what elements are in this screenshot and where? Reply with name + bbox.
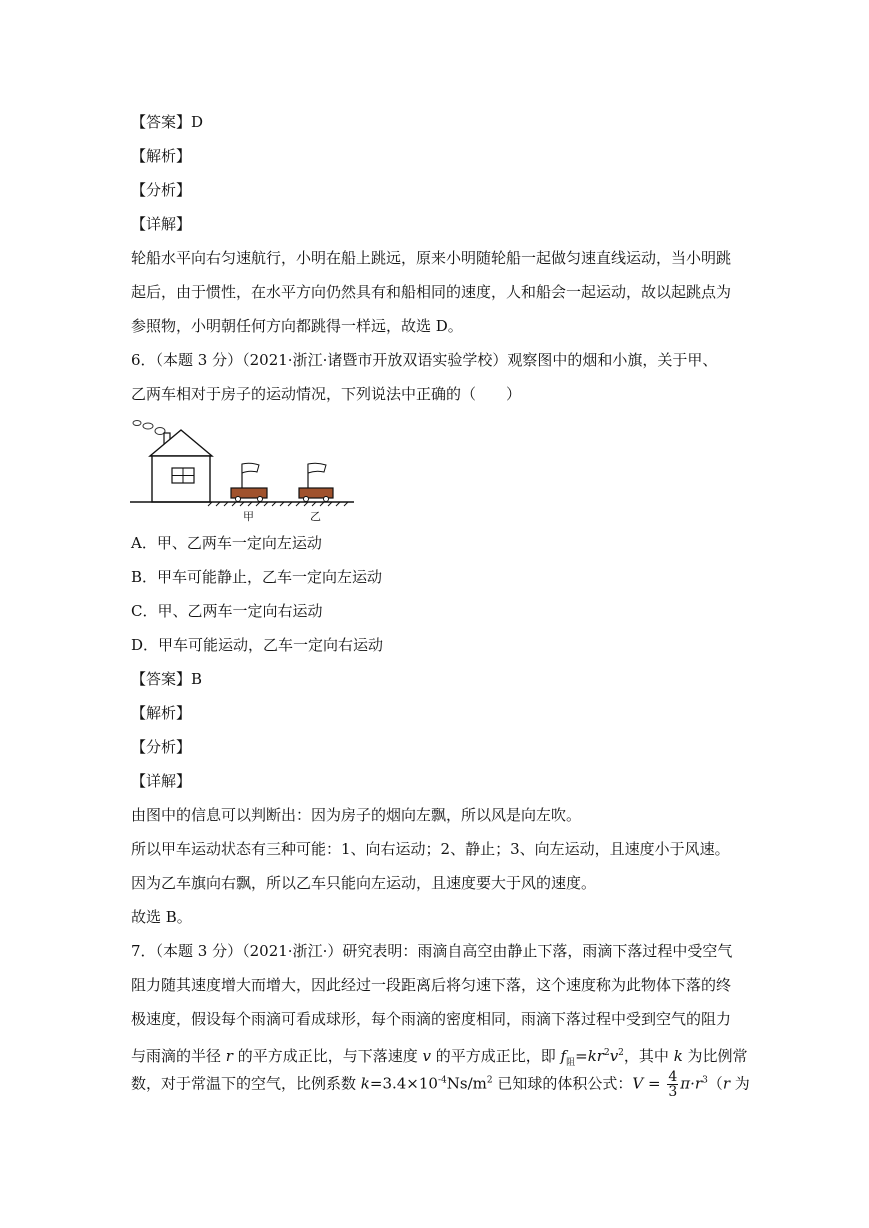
q5-analysis-subheading: 【分析】 xyxy=(131,181,192,199)
q7-stem-line: 极速度，假设每个雨滴可看成球形，每个雨滴的密度相同，雨滴下落过程中受到空气的阻力 xyxy=(131,1010,732,1028)
label-jia: 甲 xyxy=(243,510,254,523)
q7-stem-line: 阻力随其速度增大而增大，因此经过一段距离后将匀速下落，这个速度称为此物体下落的终 xyxy=(131,976,732,994)
q6-option-d: D．甲车可能运动，乙车一定向右运动 xyxy=(131,636,384,654)
fraction-four-thirds: $\frac{4}{3}$ xyxy=(668,1069,678,1100)
var-f: f xyxy=(560,1047,567,1065)
q5-detail-line: 参照物，小明朝任何方向都跳得一样远，故选 D。 xyxy=(131,317,463,335)
var-k: k xyxy=(673,1047,683,1065)
smoke-puff xyxy=(143,423,153,429)
var-V: V xyxy=(632,1074,644,1093)
q6-detail-heading: 【详解】 xyxy=(131,772,192,790)
q5-answer: 【答案】D xyxy=(131,113,204,131)
q6-analysis-subheading: 【分析】 xyxy=(131,738,192,756)
house-roof xyxy=(150,430,212,456)
q5-analysis-heading: 【解析】 xyxy=(131,147,192,165)
q5-detail-line: 轮船水平向右匀速航行，小明在船上跳远，原来小明随轮船一起做匀速直线运动，当小明跳 xyxy=(131,249,732,267)
car-yi-flag xyxy=(308,463,326,473)
q6-stem-line: 乙两车相对于房子的运动情况，下列说法中正确的（ ） xyxy=(131,385,522,403)
q6-stem-line: 6．（本题 3 分）（2021·浙江·诸暨市开放双语实验学校）观察图中的烟和小旗，关于甲、 xyxy=(131,351,718,369)
q5-detail-line: 起后，由于惯性，在水平方向仍然具有和船相同的速度，人和船会一起运动，故以起跳点为 xyxy=(131,283,732,301)
q6-detail-line: 故选 B。 xyxy=(131,908,192,926)
q7-stem-line-volume: 数，对于常温下的空气，比例系数 $k=3.4\times 10^{-4}Ns/m^2$ 已知球的体积公式：V = $\frac{4}{3}$ $\pi\cdot r^3(r$ 为 xyxy=(131,1069,750,1100)
car-jia xyxy=(231,463,267,501)
var-v: v xyxy=(422,1047,431,1065)
q6-option-c: C．甲、乙两车一定向右运动 xyxy=(131,602,323,620)
q6-detail-line: 所以甲车运动状态有三种可能：1、向右运动；2、静止；3、向左运动，且速度小于风速。 xyxy=(131,840,730,858)
q5-detail-heading: 【详解】 xyxy=(131,215,192,233)
q6-option-b: B．甲车可能静止，乙车一定向左运动 xyxy=(131,568,383,586)
q6-detail-line: 因为乙车旗向右飘，所以乙车只能向左运动，且速度要大于风的速度。 xyxy=(131,874,597,892)
var-r: r xyxy=(225,1047,233,1065)
car-yi xyxy=(299,463,333,501)
q6-answer: 【答案】B xyxy=(131,670,203,688)
q6-analysis-heading: 【解析】 xyxy=(131,704,192,722)
q6-detail-line: 由图中的信息可以判断出：因为房子的烟向左飘，所以风是向左吹。 xyxy=(131,806,582,824)
car-jia-flag xyxy=(242,463,259,473)
q7-stem-line: 7．（本题 3 分）（2021·浙江·）研究表明：雨滴自高空由静止下落，雨滴下落过程中受空气 xyxy=(131,942,733,960)
house-cars-figure xyxy=(128,418,360,526)
q6-option-a: A．甲、乙两车一定向左运动 xyxy=(131,534,322,552)
smoke-puff xyxy=(133,421,141,426)
label-yi: 乙 xyxy=(310,510,321,523)
subscript-zu: 阻 xyxy=(566,1058,576,1068)
q7-stem-line-formula: 与雨滴的半径 r 的平方成正比，与下落速度 v 的平方成正比，即 $f_阻=kr^2v^2$，其中 k 为比例常 xyxy=(131,1047,748,1068)
